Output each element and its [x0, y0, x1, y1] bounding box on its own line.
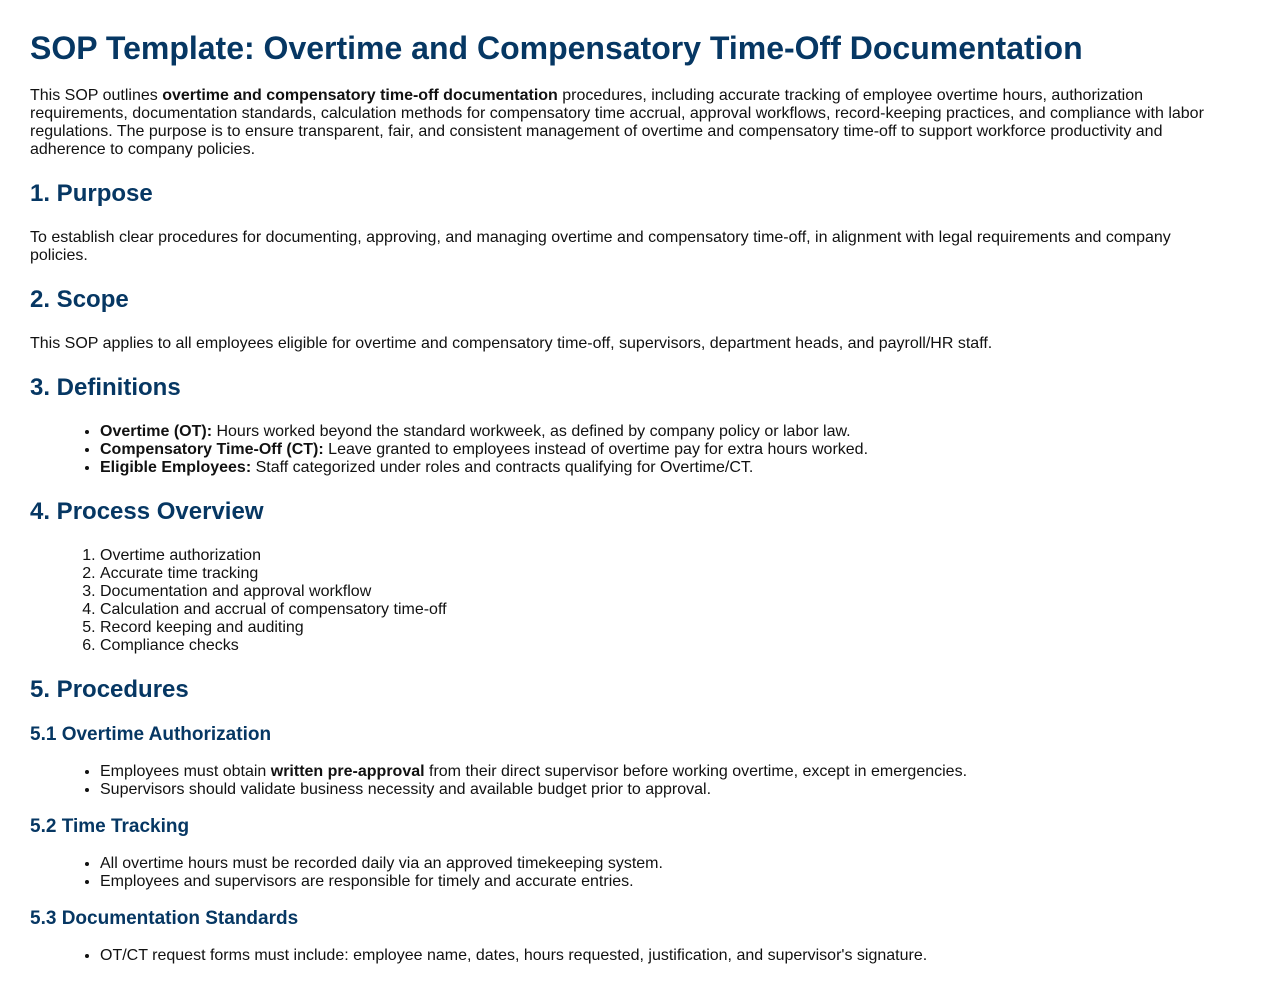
- process-step: 4. Calculation and accrual of compensatory time-off: [100, 601, 1233, 619]
- scope-text: This SOP applies to all employees eligible for overtime and compensatory time-off, supervisors, department heads, and payroll/HR staff.: [30, 335, 993, 352]
- definition-item: [100, 441, 1233, 459]
- process-overview-list: [30, 547, 1233, 655]
- documentation-standards-list: [30, 947, 1233, 965]
- time-tracking-heading: 5.2 Time Tracking: [30, 816, 190, 837]
- process-step: 3. Documentation and approval workflow: [100, 583, 1233, 601]
- procedures-heading: 5. Procedures: [30, 676, 189, 703]
- list-item: [100, 763, 1233, 781]
- purpose-heading: 1. Purpose: [30, 180, 153, 207]
- list-item-text-end: from their direct supervisor before working overtime, except in emergencies.: [424, 763, 968, 780]
- intro-text-start: This SOP outlines: [30, 87, 163, 104]
- definition-term: Overtime (OT):: [100, 423, 213, 440]
- definitions-list: [30, 423, 1233, 477]
- list-item: • All overtime hours must be recorded daily via an approved timekeeping system.: [100, 855, 1233, 873]
- list-item: • Employees and supervisors are responsible for timely and accurate entries.: [100, 873, 1233, 891]
- list-item-bold-text: written pre-approval: [270, 763, 425, 780]
- process-step: 5. Record keeping and auditing: [100, 619, 1233, 637]
- page-title: SOP Template: Overtime and Compensatory Time-Off Documentation: [30, 30, 1083, 66]
- definition-text: Leave granted to employees instead of overtime pay for extra hours worked.: [323, 441, 869, 458]
- intro-text-end: procedures, including accurate tracking of employee overtime hours, authorization requirements, documentation standards, calculation methods for compensatory time accrual, approval workflows, record-keeping practices, and compliance with labor regulations. The purpose is to ensure transparent, fair, and consistent management of overtime and compensatory time-off to support workforce productivity and adherence to company policies.: [30, 87, 1204, 158]
- definition-item: [100, 423, 1233, 441]
- list-item: • OT/CT request forms must include: employee name, dates, hours requested, justification, and supervisor's signature.: [100, 947, 1233, 965]
- scope-heading: 2. Scope: [30, 286, 129, 313]
- definitions-heading: 3. Definitions: [30, 374, 181, 401]
- process-step: 6. Compliance checks: [100, 637, 1233, 655]
- definition-text: Hours worked beyond the standard workweek, as defined by company policy or labor law.: [212, 423, 851, 440]
- intro-paragraph: [30, 87, 1233, 159]
- definition-term: Compensatory Time-Off (CT):: [100, 441, 324, 458]
- intro-bold-text: overtime and compensatory time-off documentation: [162, 87, 558, 104]
- process-step: 1. Overtime authorization: [100, 547, 1233, 565]
- process-step: 2. Accurate time tracking: [100, 565, 1233, 583]
- purpose-text: To establish clear procedures for documenting, approving, and managing overtime and compensatory time-off, in alignment with legal requirements and company policies.: [30, 229, 1171, 264]
- process-overview-heading: 4. Process Overview: [30, 498, 264, 525]
- list-item-text-start: Employees must obtain: [100, 763, 271, 780]
- definition-item: [100, 459, 1233, 477]
- overtime-authorization-heading: 5.1 Overtime Authorization: [30, 724, 272, 745]
- time-tracking-list: [30, 855, 1233, 891]
- documentation-standards-heading: 5.3 Documentation Standards: [30, 908, 299, 929]
- list-item: • Supervisors should validate business necessity and available budget prior to approval.: [100, 781, 1233, 799]
- overtime-authorization-list: [30, 763, 1233, 799]
- definition-text: Staff categorized under roles and contracts qualifying for Overtime/CT.: [251, 459, 754, 476]
- definition-term: Eligible Employees:: [100, 459, 252, 476]
